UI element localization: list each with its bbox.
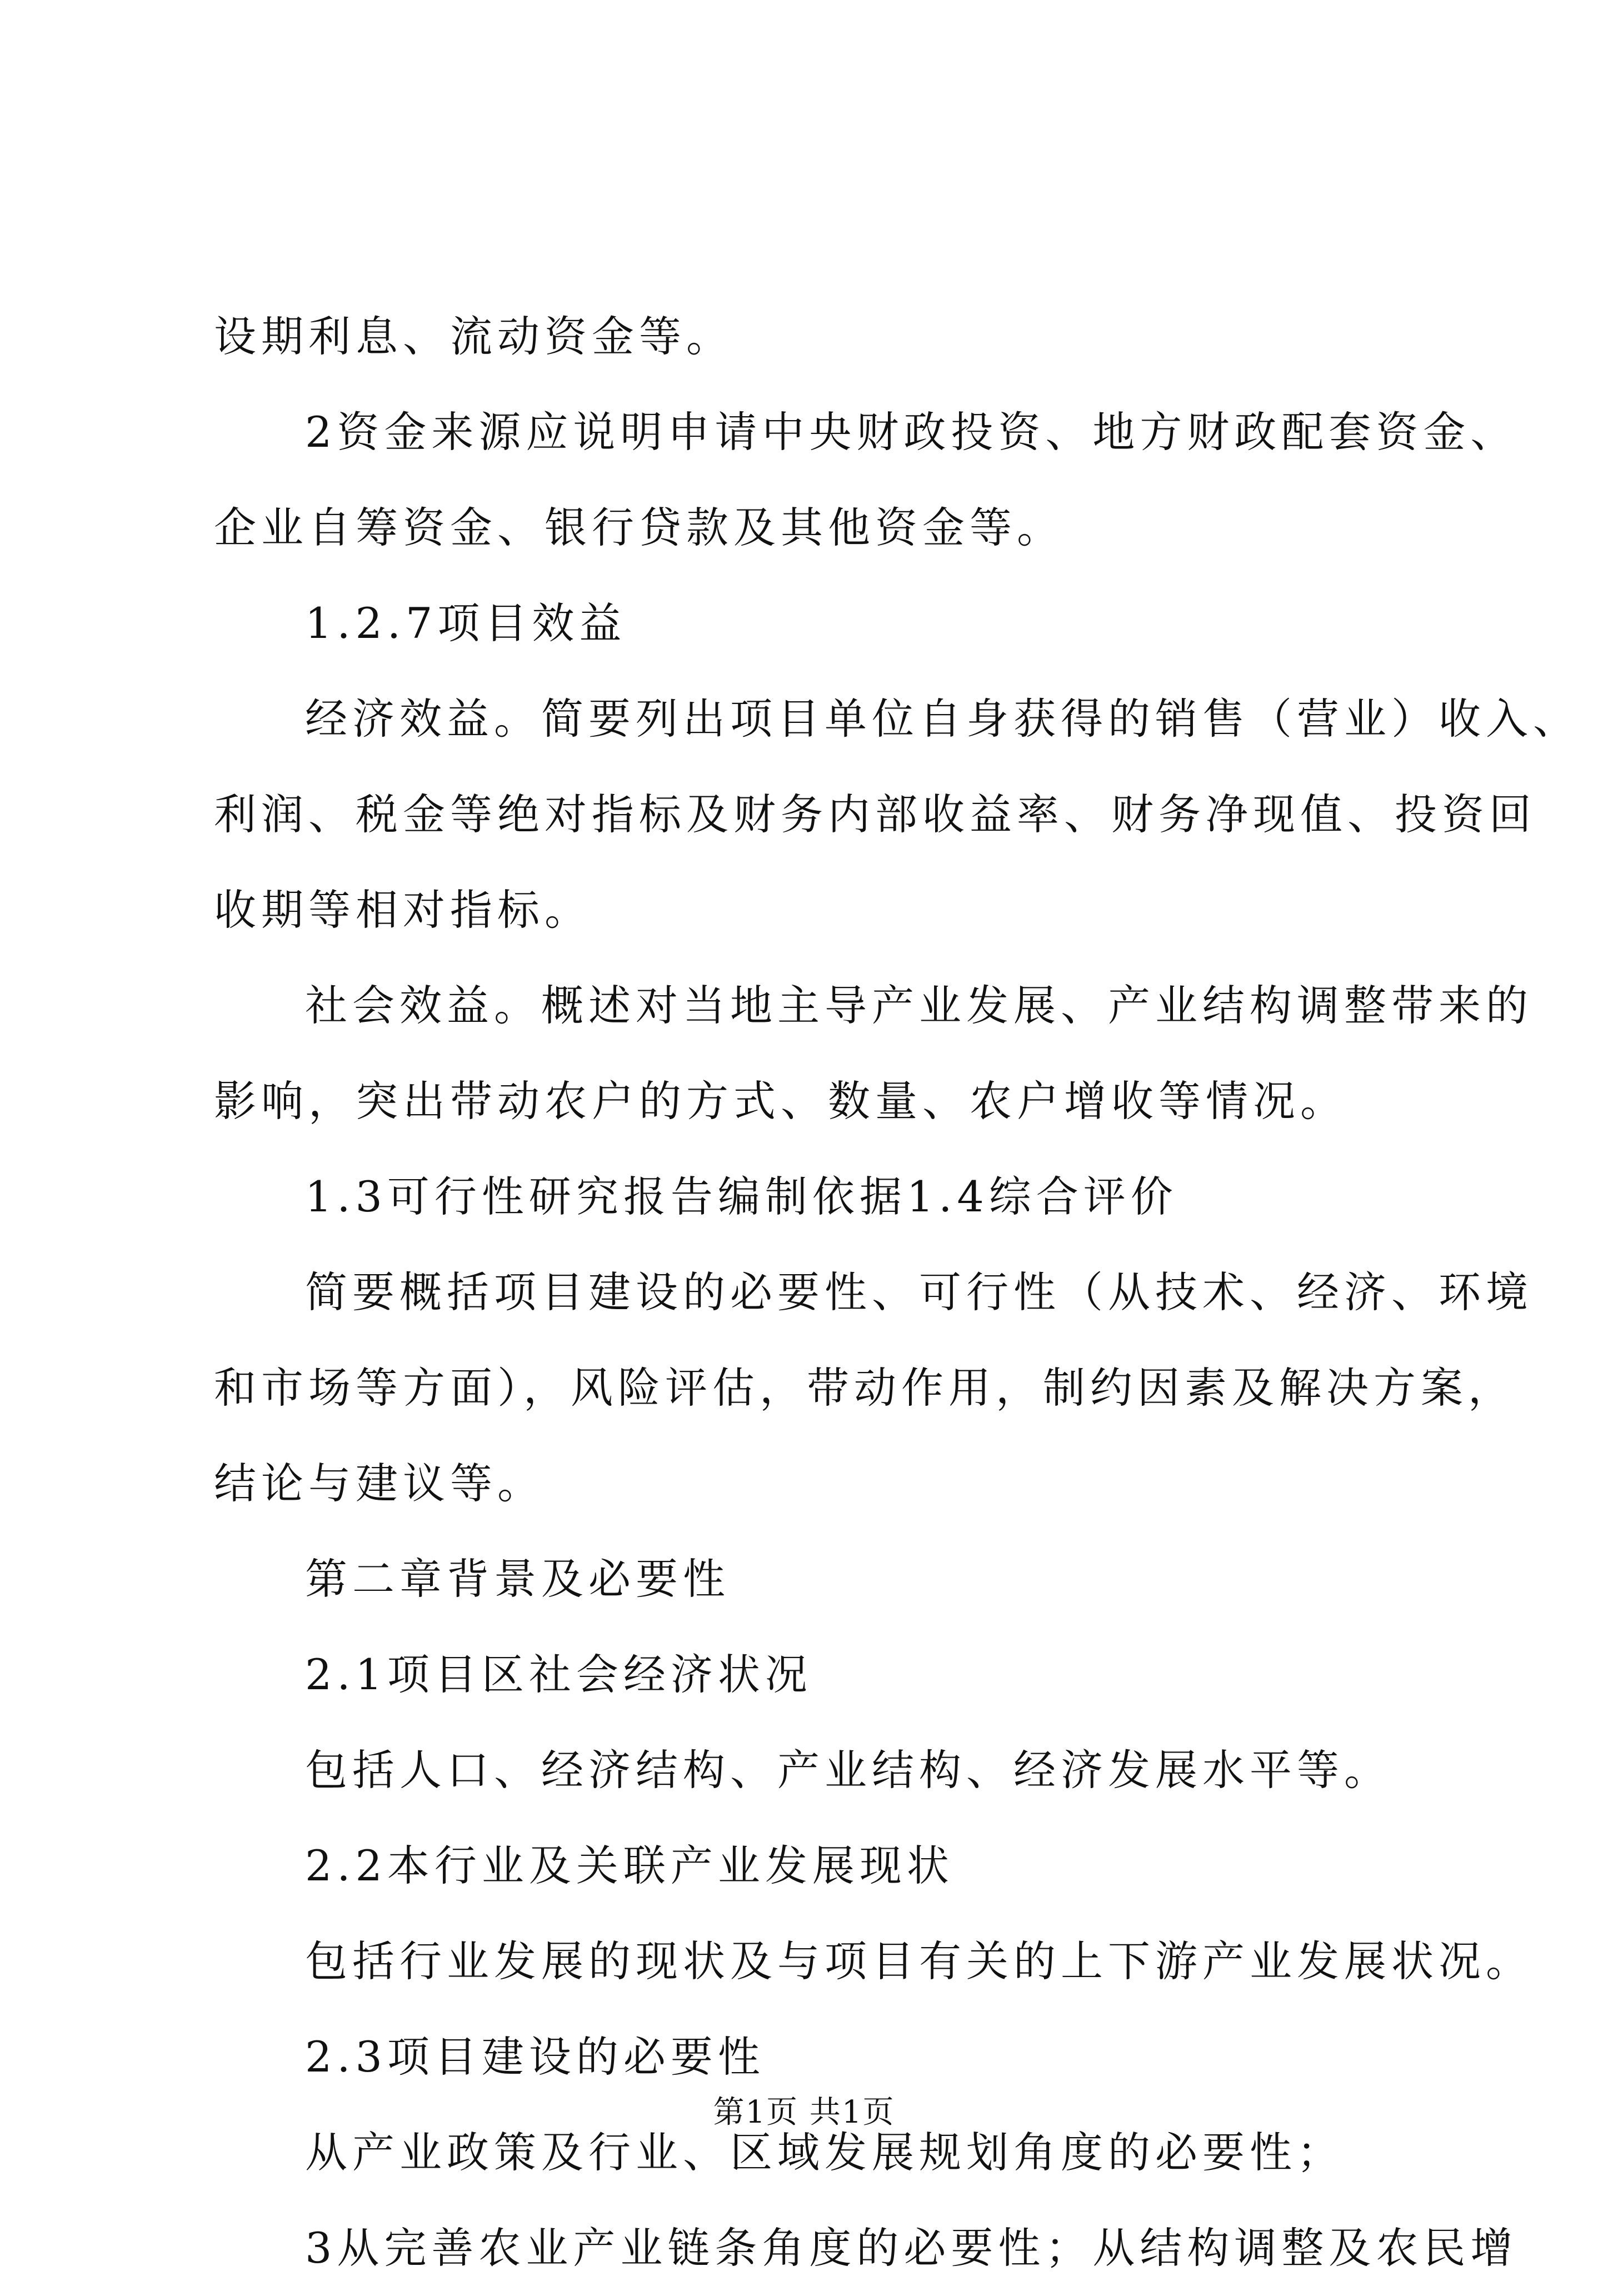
section-heading: 2.2本行业及关联产业发展现状	[305, 1841, 954, 1890]
section-heading: 1.3可行性研究报告编制依据1.4综合评价	[305, 1172, 1178, 1221]
paragraph-line: 收期等相对指标。	[214, 885, 592, 935]
paragraph-line: 利润、税金等绝对指标及财务内部收益率、财务净现值、投资回	[214, 790, 1536, 839]
paragraph-line: 包括行业发展的现状及与项目有关的上下游产业发展状况。	[305, 1936, 1533, 1986]
paragraph-line: 2资金来源应说明申请中央财政投资、地方财政配套资金、	[305, 407, 1518, 457]
paragraph-line: 影响，突出带动农户的方式、数量、农户增收等情况。	[214, 1076, 1347, 1126]
paragraph-line: 社会效益。概述对当地主导产业发展、产业结构调整带来的	[305, 981, 1533, 1030]
paragraph-line: 设期利息、流动资金等。	[214, 312, 733, 361]
paragraph-line: 3从完善农业产业链条角度的必要性；从结构调整及农民增	[305, 2223, 1518, 2273]
paragraph-line: 从产业政策及行业、区域发展规划角度的必要性；	[305, 2128, 1344, 2177]
paragraph-line: 企业自筹资金、银行贷款及其他资金等。	[214, 503, 1064, 552]
page-footer: 第1页 共1页	[713, 2094, 895, 2130]
section-heading: 1.2.7项目效益	[305, 598, 627, 648]
document-body	[214, 289, 1580, 2296]
section-heading: 2.1项目区社会经济状况	[305, 1650, 812, 1699]
paragraph-line: 和市场等方面），风险评估，带动作用，制约因素及解决方案，	[214, 1363, 1515, 1412]
paragraph-line: 包括人口、经济结构、产业结构、经济发展水平等。	[305, 1745, 1391, 1795]
chapter-heading: 第二章背景及必要性	[305, 1554, 730, 1604]
paragraph-line: 经济效益。简要列出项目单位自身获得的销售（营业）收入、	[305, 694, 1580, 743]
section-heading: 2.3项目建设的必要性	[305, 2032, 765, 2082]
paragraph-line: 简要概括项目建设的必要性、可行性（从技术、经济、环境	[305, 1267, 1533, 1317]
paragraph-line: 结论与建议等。	[214, 1459, 545, 1508]
